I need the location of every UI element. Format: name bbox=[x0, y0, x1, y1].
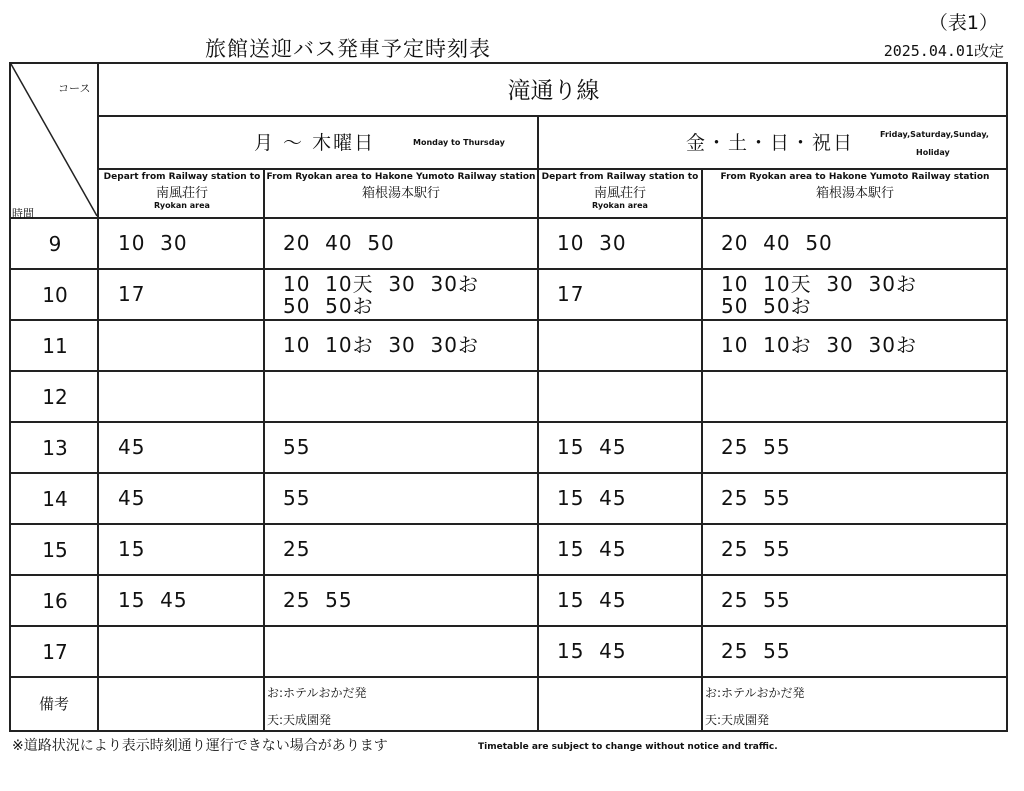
departure-times-cell: 10 30 bbox=[557, 231, 627, 255]
col-header-weekend-to-ryokan bbox=[539, 172, 701, 210]
departure-times-cell: 25 55 bbox=[721, 537, 791, 561]
departure-times-cell: 10 10天 30 30お 50 50お bbox=[721, 272, 917, 318]
col-header-jp: 南風荘行 bbox=[593, 186, 646, 201]
footer-disclaimer-jp: ※道路状況により表示時刻通り運行できない場合があります bbox=[12, 738, 388, 754]
departure-times-cell: 25 bbox=[283, 537, 311, 561]
note-okada: お:ホテルおかだ発 bbox=[267, 686, 367, 700]
note-tenseien: 天:天成園発 bbox=[267, 713, 332, 727]
departure-times-cell: 15 45 bbox=[557, 639, 627, 663]
hour-cell: 12 bbox=[42, 385, 68, 409]
col-header-weekday-to-ryokan bbox=[99, 172, 265, 210]
departure-times-cell: 25 55 bbox=[721, 639, 791, 663]
time-label: 時間 bbox=[12, 207, 34, 220]
note-okada: お:ホテルおかだ発 bbox=[705, 686, 805, 700]
departure-times-cell: 10 30 bbox=[118, 231, 188, 255]
col-header-weekday-to-station bbox=[265, 172, 537, 201]
departure-times-cell: 15 45 bbox=[557, 435, 627, 459]
departure-times-cell: 15 45 bbox=[118, 588, 188, 612]
col-header-en: From Ryokan area to Hakone Yumoto Railway station bbox=[720, 172, 990, 182]
notes-label: 備考 bbox=[38, 695, 69, 713]
departure-times-cell: 45 bbox=[118, 486, 146, 510]
col-header-sub: Ryokan area bbox=[154, 201, 210, 210]
weekend-header bbox=[686, 128, 854, 155]
revision-date: 2025.04.01改定 bbox=[883, 42, 1004, 60]
col-header-jp: 箱根湯本駅行 bbox=[361, 186, 440, 201]
col-header-en: From Ryokan area to Hakone Yumoto Railway station bbox=[266, 172, 536, 182]
departure-times-cell: 10 10天 30 30お 50 50お bbox=[283, 272, 479, 318]
col-header-weekend-to-station bbox=[703, 172, 1007, 201]
departure-times-cell: 10 10お 30 30お bbox=[721, 333, 917, 357]
hour-cell: 11 bbox=[42, 334, 68, 358]
departure-times-cell: 20 40 50 bbox=[721, 231, 833, 255]
departure-times-cell: 15 45 bbox=[557, 537, 627, 561]
table-number: （表1） bbox=[928, 12, 998, 34]
page-title: 旅館送迎バス発車予定時刻表 bbox=[205, 37, 491, 61]
departure-times-cell: 25 55 bbox=[721, 486, 791, 510]
departure-times-cell: 17 bbox=[118, 282, 146, 306]
hour-cell: 10 bbox=[42, 283, 68, 307]
departure-times-cell: 45 bbox=[118, 435, 146, 459]
col-header-jp: 南風荘行 bbox=[155, 186, 208, 201]
hour-cell: 13 bbox=[42, 436, 68, 460]
departure-times-cell: 10 10お 30 30お bbox=[283, 333, 479, 357]
col-header-en: Depart from Railway station to bbox=[541, 172, 699, 182]
departure-times-cell: 25 55 bbox=[721, 588, 791, 612]
hour-cell: 17 bbox=[42, 640, 68, 664]
hour-cell: 9 bbox=[48, 232, 62, 256]
footer-disclaimer-en: Timetable are subject to change without notice and traffic. bbox=[478, 742, 778, 752]
departure-times-cell: 15 bbox=[118, 537, 146, 561]
weekend-label-en-2: Holiday bbox=[916, 148, 950, 157]
timetable-grid bbox=[9, 62, 1008, 732]
weekend-label-en-1: Friday,Saturday,Sunday, bbox=[880, 130, 989, 139]
departure-times-cell: 17 bbox=[557, 282, 585, 306]
col-header-en: Depart from Railway station to bbox=[103, 172, 261, 182]
departure-times-cell: 15 45 bbox=[557, 486, 627, 510]
hour-cell: 14 bbox=[42, 487, 68, 511]
weekend-label: 金・土・日・祝日 bbox=[686, 132, 855, 154]
weekday-header bbox=[254, 128, 375, 155]
departure-times-cell: 55 bbox=[283, 486, 311, 510]
course-label: コース bbox=[58, 82, 91, 95]
departure-times-cell: 15 45 bbox=[557, 588, 627, 612]
hour-cell: 15 bbox=[42, 538, 68, 562]
weekday-label: 月 ～ 木曜日 bbox=[254, 132, 376, 154]
col-header-jp: 箱根湯本駅行 bbox=[815, 186, 894, 201]
col-header-sub: Ryokan area bbox=[592, 201, 648, 210]
departure-times-cell: 25 55 bbox=[283, 588, 353, 612]
departure-times-cell: 20 40 50 bbox=[283, 231, 395, 255]
weekday-label-en: Monday to Thursday bbox=[413, 138, 505, 147]
route-name: 滝通り線 bbox=[507, 78, 600, 104]
note-tenseien: 天:天成園発 bbox=[705, 713, 770, 727]
hour-cell: 16 bbox=[42, 589, 68, 613]
departure-times-cell: 55 bbox=[283, 435, 311, 459]
departure-times-cell: 25 55 bbox=[721, 435, 791, 459]
